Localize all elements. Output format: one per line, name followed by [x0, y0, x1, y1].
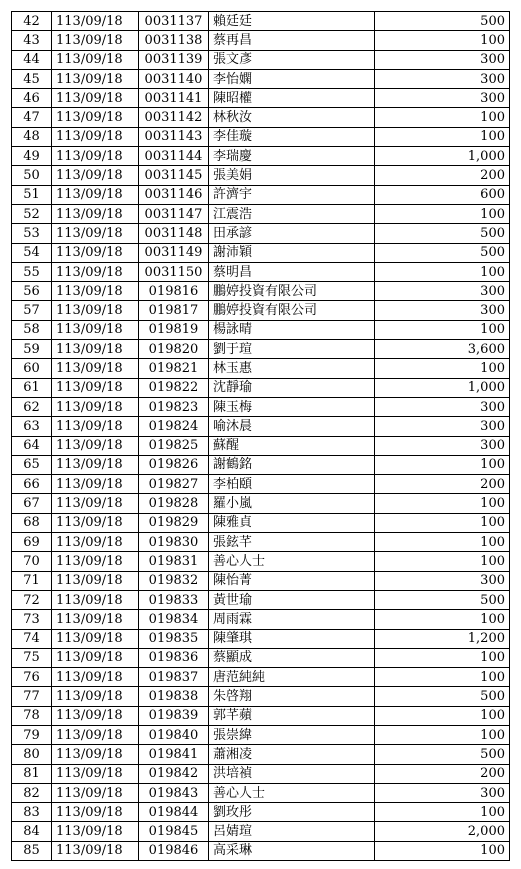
- donation-date: 113/09/18: [52, 629, 139, 648]
- table-row: [12, 397, 510, 416]
- donor-name: 洪培禎: [209, 764, 375, 783]
- receipt-number: 019839: [139, 706, 209, 725]
- table-row: [12, 147, 510, 166]
- table-row: [12, 127, 510, 146]
- table-row: [12, 841, 510, 860]
- donor-name: 朱啓翔: [209, 687, 375, 706]
- receipt-number: 019827: [139, 475, 209, 494]
- donor-name: 鵬婷投資有限公司: [209, 301, 375, 320]
- donor-name: 呂婧瑄: [209, 822, 375, 841]
- donation-date: 113/09/18: [52, 185, 139, 204]
- row-number: 81: [12, 764, 52, 783]
- receipt-number: 0031146: [139, 185, 209, 204]
- receipt-number: 0031141: [139, 89, 209, 108]
- donation-date: 113/09/18: [52, 417, 139, 436]
- donation-date: 113/09/18: [52, 648, 139, 667]
- row-number: 69: [12, 533, 52, 552]
- receipt-number: 019822: [139, 378, 209, 397]
- donation-date: 113/09/18: [52, 436, 139, 455]
- donation-date: 113/09/18: [52, 783, 139, 802]
- row-number: 57: [12, 301, 52, 320]
- row-number: 78: [12, 706, 52, 725]
- table-row: [12, 629, 510, 648]
- receipt-number: 019833: [139, 590, 209, 609]
- donation-amount: 100: [375, 359, 510, 378]
- donor-name: 陳昭權: [209, 89, 375, 108]
- donation-amount: 100: [375, 610, 510, 629]
- row-number: 67: [12, 494, 52, 513]
- table-row: [12, 12, 510, 31]
- table-row: [12, 571, 510, 590]
- receipt-number: 0031149: [139, 243, 209, 262]
- donation-date: 113/09/18: [52, 320, 139, 339]
- row-number: 65: [12, 455, 52, 474]
- donation-amount: 300: [375, 301, 510, 320]
- row-number: 51: [12, 185, 52, 204]
- table-row: [12, 494, 510, 513]
- donor-name: 蔡顯成: [209, 648, 375, 667]
- table-row: [12, 340, 510, 359]
- donation-date: 113/09/18: [52, 841, 139, 860]
- donation-date: 113/09/18: [52, 359, 139, 378]
- donor-name: 李佳璇: [209, 127, 375, 146]
- donor-name: 黃世瑜: [209, 590, 375, 609]
- donation-amount: 200: [375, 166, 510, 185]
- row-number: 50: [12, 166, 52, 185]
- donation-amount: 1,000: [375, 378, 510, 397]
- table-row: [12, 320, 510, 339]
- donor-name: 江震浩: [209, 204, 375, 223]
- receipt-number: 019820: [139, 340, 209, 359]
- table-row: [12, 436, 510, 455]
- row-number: 53: [12, 224, 52, 243]
- table-row: [12, 783, 510, 802]
- donor-name: 蔡再昌: [209, 31, 375, 50]
- table-row: [12, 764, 510, 783]
- donation-amount: 300: [375, 417, 510, 436]
- donation-amount: 100: [375, 803, 510, 822]
- row-number: 63: [12, 417, 52, 436]
- donation-date: 113/09/18: [52, 803, 139, 822]
- donation-date: 113/09/18: [52, 725, 139, 744]
- table-row: [12, 706, 510, 725]
- donation-amount: 100: [375, 108, 510, 127]
- row-number: 58: [12, 320, 52, 339]
- donor-name: 李瑞慶: [209, 147, 375, 166]
- donor-name: 張文彥: [209, 50, 375, 69]
- row-number: 84: [12, 822, 52, 841]
- receipt-number: 019836: [139, 648, 209, 667]
- donor-name: 劉玫彤: [209, 803, 375, 822]
- donor-name: 田承諺: [209, 224, 375, 243]
- receipt-number: 0031143: [139, 127, 209, 146]
- table-row: [12, 108, 510, 127]
- row-number: 62: [12, 397, 52, 416]
- receipt-number: 0031137: [139, 12, 209, 31]
- table-row: [12, 725, 510, 744]
- donor-name: 陳雅貞: [209, 513, 375, 532]
- receipt-number: 019821: [139, 359, 209, 378]
- donor-name: 許濟宇: [209, 185, 375, 204]
- donation-amount: 2,000: [375, 822, 510, 841]
- row-number: 59: [12, 340, 52, 359]
- receipt-number: 019845: [139, 822, 209, 841]
- row-number: 74: [12, 629, 52, 648]
- receipt-number: 0031147: [139, 204, 209, 223]
- table-row: [12, 50, 510, 69]
- receipt-number: 019819: [139, 320, 209, 339]
- donation-amount: 100: [375, 533, 510, 552]
- table-row: [12, 166, 510, 185]
- donation-amount: 300: [375, 50, 510, 69]
- receipt-number: 019825: [139, 436, 209, 455]
- donation-amount: 500: [375, 224, 510, 243]
- row-number: 85: [12, 841, 52, 860]
- donation-date: 113/09/18: [52, 204, 139, 223]
- donation-amount: 100: [375, 648, 510, 667]
- table-row: [12, 745, 510, 764]
- table-row: [12, 204, 510, 223]
- donation-date: 113/09/18: [52, 552, 139, 571]
- row-number: 49: [12, 147, 52, 166]
- donor-name: 周雨霖: [209, 610, 375, 629]
- donor-name: 唐范純純: [209, 668, 375, 687]
- donation-amount: 100: [375, 841, 510, 860]
- row-number: 68: [12, 513, 52, 532]
- row-number: 73: [12, 610, 52, 629]
- donation-date: 113/09/18: [52, 668, 139, 687]
- row-number: 48: [12, 127, 52, 146]
- receipt-number: 019826: [139, 455, 209, 474]
- table-row: [12, 552, 510, 571]
- donation-amount: 200: [375, 764, 510, 783]
- donation-date: 113/09/18: [52, 513, 139, 532]
- receipt-number: 019841: [139, 745, 209, 764]
- donation-date: 113/09/18: [52, 610, 139, 629]
- table-row: [12, 359, 510, 378]
- donor-name: 林秋汝: [209, 108, 375, 127]
- donor-name: 陳肇琪: [209, 629, 375, 648]
- table-row: [12, 590, 510, 609]
- donor-name: 張崇緯: [209, 725, 375, 744]
- donation-date: 113/09/18: [52, 397, 139, 416]
- receipt-number: 0031142: [139, 108, 209, 127]
- table-row: [12, 687, 510, 706]
- donation-amount: 1,200: [375, 629, 510, 648]
- donor-name: 蔡明昌: [209, 262, 375, 281]
- table-row: [12, 31, 510, 50]
- donation-table: [11, 11, 510, 861]
- receipt-number: 019824: [139, 417, 209, 436]
- donation-date: 113/09/18: [52, 475, 139, 494]
- donation-amount: 300: [375, 436, 510, 455]
- receipt-number: 019834: [139, 610, 209, 629]
- row-number: 82: [12, 783, 52, 802]
- receipt-number: 019843: [139, 783, 209, 802]
- receipt-number: 019837: [139, 668, 209, 687]
- table-row: [12, 262, 510, 281]
- receipt-number: 019838: [139, 687, 209, 706]
- receipt-number: 0031148: [139, 224, 209, 243]
- receipt-number: 019829: [139, 513, 209, 532]
- row-number: 83: [12, 803, 52, 822]
- donor-name: 陳怡菁: [209, 571, 375, 590]
- donation-amount: 500: [375, 687, 510, 706]
- row-number: 60: [12, 359, 52, 378]
- donation-amount: 3,600: [375, 340, 510, 359]
- row-number: 44: [12, 50, 52, 69]
- receipt-number: 019842: [139, 764, 209, 783]
- donation-date: 113/09/18: [52, 69, 139, 88]
- donor-name: 楊詠晴: [209, 320, 375, 339]
- row-number: 75: [12, 648, 52, 667]
- donation-date: 113/09/18: [52, 590, 139, 609]
- receipt-number: 0031145: [139, 166, 209, 185]
- donation-date: 113/09/18: [52, 301, 139, 320]
- table-row: [12, 803, 510, 822]
- row-number: 42: [12, 12, 52, 31]
- donation-date: 113/09/18: [52, 108, 139, 127]
- donation-date: 113/09/18: [52, 147, 139, 166]
- table-row: [12, 301, 510, 320]
- donation-amount: 100: [375, 204, 510, 223]
- table-row: [12, 513, 510, 532]
- donation-amount: 600: [375, 185, 510, 204]
- donation-date: 113/09/18: [52, 533, 139, 552]
- donation-date: 113/09/18: [52, 89, 139, 108]
- table-row: [12, 533, 510, 552]
- receipt-number: 0031139: [139, 50, 209, 69]
- donor-name: 善心人士: [209, 552, 375, 571]
- donation-date: 113/09/18: [52, 706, 139, 725]
- donation-amount: 1,000: [375, 147, 510, 166]
- donation-amount: 100: [375, 262, 510, 281]
- donation-amount: 100: [375, 552, 510, 571]
- donor-name: 謝鶴銘: [209, 455, 375, 474]
- receipt-number: 019817: [139, 301, 209, 320]
- row-number: 46: [12, 89, 52, 108]
- donation-amount: 500: [375, 590, 510, 609]
- receipt-number: 019844: [139, 803, 209, 822]
- table-row: [12, 475, 510, 494]
- donation-date: 113/09/18: [52, 282, 139, 301]
- receipt-number: 019832: [139, 571, 209, 590]
- donation-date: 113/09/18: [52, 31, 139, 50]
- donor-name: 陳玉梅: [209, 397, 375, 416]
- donation-amount: 200: [375, 475, 510, 494]
- table-row: [12, 822, 510, 841]
- receipt-number: 019830: [139, 533, 209, 552]
- donation-amount: 300: [375, 783, 510, 802]
- donation-amount: 100: [375, 706, 510, 725]
- row-number: 77: [12, 687, 52, 706]
- row-number: 72: [12, 590, 52, 609]
- table-row: [12, 417, 510, 436]
- table-row: [12, 69, 510, 88]
- donor-name: 張美娟: [209, 166, 375, 185]
- donor-name: 喻沐晨: [209, 417, 375, 436]
- donor-name: 劉于瑄: [209, 340, 375, 359]
- table-row: [12, 610, 510, 629]
- donation-amount: 100: [375, 455, 510, 474]
- row-number: 56: [12, 282, 52, 301]
- row-number: 64: [12, 436, 52, 455]
- donor-name: 張鉉芊: [209, 533, 375, 552]
- donor-name: 蘇醒: [209, 436, 375, 455]
- donation-date: 113/09/18: [52, 571, 139, 590]
- donation-date: 113/09/18: [52, 127, 139, 146]
- donor-name: 沈靜瑜: [209, 378, 375, 397]
- donation-date: 113/09/18: [52, 764, 139, 783]
- row-number: 54: [12, 243, 52, 262]
- row-number: 70: [12, 552, 52, 571]
- donor-name: 李怡嫻: [209, 69, 375, 88]
- donation-date: 113/09/18: [52, 378, 139, 397]
- row-number: 76: [12, 668, 52, 687]
- row-number: 55: [12, 262, 52, 281]
- donation-amount: 300: [375, 89, 510, 108]
- receipt-number: 019828: [139, 494, 209, 513]
- donation-amount: 100: [375, 494, 510, 513]
- donor-name: 李柏頤: [209, 475, 375, 494]
- row-number: 61: [12, 378, 52, 397]
- donor-name: 鵬婷投資有限公司: [209, 282, 375, 301]
- donation-amount: 500: [375, 243, 510, 262]
- donor-name: 善心人士: [209, 783, 375, 802]
- row-number: 47: [12, 108, 52, 127]
- table-row: [12, 648, 510, 667]
- row-number: 71: [12, 571, 52, 590]
- donation-date: 113/09/18: [52, 166, 139, 185]
- table-row: [12, 378, 510, 397]
- donation-amount: 300: [375, 69, 510, 88]
- donor-name: 謝沛穎: [209, 243, 375, 262]
- row-number: 43: [12, 31, 52, 50]
- donation-amount: 100: [375, 31, 510, 50]
- donation-amount: 100: [375, 127, 510, 146]
- donation-amount: 100: [375, 513, 510, 532]
- receipt-number: 0031150: [139, 262, 209, 281]
- donation-date: 113/09/18: [52, 687, 139, 706]
- donation-amount: 100: [375, 320, 510, 339]
- receipt-number: 019846: [139, 841, 209, 860]
- table-row: [12, 185, 510, 204]
- table-row: [12, 224, 510, 243]
- donation-date: 113/09/18: [52, 12, 139, 31]
- receipt-number: 0031144: [139, 147, 209, 166]
- donation-date: 113/09/18: [52, 494, 139, 513]
- donation-amount: 100: [375, 725, 510, 744]
- donation-date: 113/09/18: [52, 745, 139, 764]
- table-row: [12, 282, 510, 301]
- table-row: [12, 455, 510, 474]
- receipt-number: 0031138: [139, 31, 209, 50]
- donation-amount: 100: [375, 668, 510, 687]
- donation-table-body: [12, 12, 510, 861]
- donation-date: 113/09/18: [52, 243, 139, 262]
- donor-name: 高采琳: [209, 841, 375, 860]
- receipt-number: 019835: [139, 629, 209, 648]
- donor-name: 賴廷廷: [209, 12, 375, 31]
- receipt-number: 019816: [139, 282, 209, 301]
- donor-name: 蕭湘凌: [209, 745, 375, 764]
- row-number: 45: [12, 69, 52, 88]
- row-number: 66: [12, 475, 52, 494]
- receipt-number: 019831: [139, 552, 209, 571]
- donation-amount: 500: [375, 745, 510, 764]
- donation-date: 113/09/18: [52, 224, 139, 243]
- donation-amount: 300: [375, 397, 510, 416]
- donation-date: 113/09/18: [52, 262, 139, 281]
- receipt-number: 019840: [139, 725, 209, 744]
- donation-date: 113/09/18: [52, 340, 139, 359]
- donor-name: 林玉惠: [209, 359, 375, 378]
- receipt-number: 0031140: [139, 69, 209, 88]
- table-row: [12, 668, 510, 687]
- donor-name: 羅小嵐: [209, 494, 375, 513]
- donation-amount: 300: [375, 282, 510, 301]
- donation-date: 113/09/18: [52, 455, 139, 474]
- donation-amount: 300: [375, 571, 510, 590]
- receipt-number: 019823: [139, 397, 209, 416]
- donation-date: 113/09/18: [52, 50, 139, 69]
- donation-amount: 500: [375, 12, 510, 31]
- table-row: [12, 89, 510, 108]
- donation-date: 113/09/18: [52, 822, 139, 841]
- table-row: [12, 243, 510, 262]
- row-number: 52: [12, 204, 52, 223]
- donor-name: 郭芊蘋: [209, 706, 375, 725]
- row-number: 80: [12, 745, 52, 764]
- row-number: 79: [12, 725, 52, 744]
